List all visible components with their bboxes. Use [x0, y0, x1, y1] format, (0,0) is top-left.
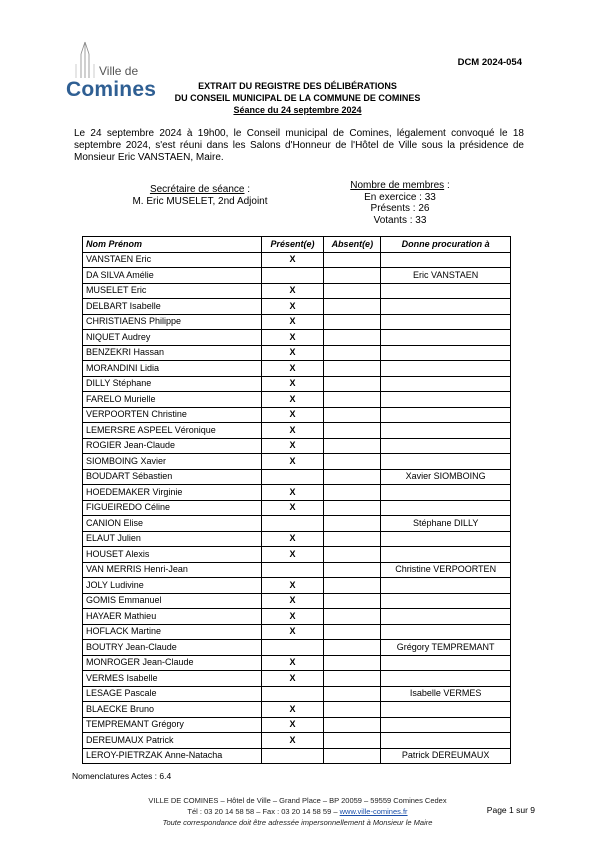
present-mark: X	[261, 423, 324, 439]
present-mark	[261, 748, 324, 764]
absent-mark	[324, 345, 381, 361]
proxy-name: Patrick DEREUMAUX	[381, 748, 511, 764]
table-row	[83, 268, 511, 284]
proxy-name	[381, 314, 511, 330]
table-row	[83, 454, 511, 470]
present-mark: X	[261, 252, 324, 268]
proxy-name	[381, 423, 511, 439]
proxy-name: Stéphane DILLY	[381, 516, 511, 532]
present-mark: X	[261, 655, 324, 671]
present-mark: X	[261, 438, 324, 454]
session-date: Séance du 24 septembre 2024	[233, 105, 362, 115]
table-row	[83, 686, 511, 702]
header-proxy: Donne procuration à	[381, 237, 511, 253]
absent-mark	[324, 438, 381, 454]
table-row	[83, 531, 511, 547]
absent-mark	[324, 500, 381, 516]
absent-mark	[324, 531, 381, 547]
table-row	[83, 655, 511, 671]
absent-mark	[324, 624, 381, 640]
table-row	[83, 438, 511, 454]
table-row	[83, 640, 511, 656]
proxy-name	[381, 330, 511, 346]
proxy-name	[381, 671, 511, 687]
member-name: CHRISTIAENS Philippe	[83, 314, 262, 330]
absent-mark	[324, 640, 381, 656]
present-mark: X	[261, 609, 324, 625]
table-row	[83, 547, 511, 563]
member-name: LESAGE Pascale	[83, 686, 262, 702]
member-name: MUSELET Eric	[83, 283, 262, 299]
absent-mark	[324, 578, 381, 594]
member-name: HOFLACK Martine	[83, 624, 262, 640]
present-mark: X	[261, 485, 324, 501]
absent-mark	[324, 547, 381, 563]
proxy-name	[381, 438, 511, 454]
table-row	[83, 500, 511, 516]
proxy-name	[381, 392, 511, 408]
header-absent: Absent(e)	[324, 237, 381, 253]
member-name: LEROY-PIETRZAK Anne-Natacha	[83, 748, 262, 764]
proxy-name: Eric VANSTAEN	[381, 268, 511, 284]
table-row	[83, 593, 511, 609]
table-row	[83, 423, 511, 439]
present-mark: X	[261, 531, 324, 547]
table-row	[83, 733, 511, 749]
member-name: DILLY Stéphane	[83, 376, 262, 392]
members-presents: Présents : 26	[370, 203, 430, 214]
members-label: Nombre de membres	[350, 180, 445, 191]
document-header	[0, 80, 595, 116]
proxy-name	[381, 500, 511, 516]
absent-mark	[324, 485, 381, 501]
absent-mark	[324, 516, 381, 532]
proxy-name	[381, 252, 511, 268]
proxy-name	[381, 485, 511, 501]
present-mark: X	[261, 702, 324, 718]
present-mark: X	[261, 624, 324, 640]
absent-mark	[324, 733, 381, 749]
table-row	[83, 624, 511, 640]
present-mark: X	[261, 314, 324, 330]
header-present: Présent(e)	[261, 237, 324, 253]
proxy-name	[381, 531, 511, 547]
absent-mark	[324, 314, 381, 330]
table-row	[83, 469, 511, 485]
proxy-name	[381, 407, 511, 423]
absent-mark	[324, 376, 381, 392]
table-row	[83, 485, 511, 501]
proxy-name	[381, 578, 511, 594]
table-row	[83, 299, 511, 315]
member-name: VERPOORTEN Christine	[83, 407, 262, 423]
absent-mark	[324, 748, 381, 764]
absent-mark	[324, 671, 381, 687]
present-mark: X	[261, 299, 324, 315]
secretary-label-suffix: :	[244, 184, 251, 195]
member-name: VANSTAEN Eric	[83, 252, 262, 268]
member-name: VAN MERRIS Henri-Jean	[83, 562, 262, 578]
absent-mark	[324, 252, 381, 268]
table-row	[83, 252, 511, 268]
member-name: ROGIER Jean-Claude	[83, 438, 262, 454]
present-mark	[261, 268, 324, 284]
table-row	[83, 702, 511, 718]
table-row	[83, 330, 511, 346]
absent-mark	[324, 330, 381, 346]
proxy-name	[381, 299, 511, 315]
table-row	[83, 345, 511, 361]
proxy-name	[381, 283, 511, 299]
present-mark	[261, 562, 324, 578]
footer-notice: Toute correspondance doit être adressée impersonnellement à Monsieur le Maire	[162, 818, 433, 827]
absent-mark	[324, 407, 381, 423]
nomenclature: Nomenclatures Actes : 6.4	[72, 771, 172, 781]
member-name: GOMIS Emmanuel	[83, 593, 262, 609]
absent-mark	[324, 392, 381, 408]
proxy-name	[381, 376, 511, 392]
member-name: VERMES Isabelle	[83, 671, 262, 687]
proxy-name	[381, 593, 511, 609]
deliberation-reference: DCM 2024-054	[457, 57, 522, 68]
present-mark: X	[261, 733, 324, 749]
member-name: DA SILVA Amélie	[83, 268, 262, 284]
table-row	[83, 361, 511, 377]
page-number: Page 1 sur 9	[486, 805, 535, 815]
header-line-2: DU CONSEIL MUNICIPAL DE LA COMMUNE DE COMINES	[174, 93, 421, 103]
table-row	[83, 717, 511, 733]
members-block	[320, 180, 480, 226]
member-name: MORANDINI Lidia	[83, 361, 262, 377]
present-mark	[261, 469, 324, 485]
member-name: DELBART Isabelle	[83, 299, 262, 315]
members-exercice: En exercice : 33	[364, 191, 436, 203]
proxy-name: Isabelle VERMES	[381, 686, 511, 702]
proxy-name	[381, 454, 511, 470]
present-mark: X	[261, 345, 324, 361]
present-mark: X	[261, 671, 324, 687]
absent-mark	[324, 469, 381, 485]
table-row	[83, 283, 511, 299]
proxy-name	[381, 547, 511, 563]
proxy-name	[381, 609, 511, 625]
footer-contact: Tél : 03 20 14 58 58 – Fax : 03 20 14 58 59 –	[187, 807, 340, 816]
absent-mark	[324, 702, 381, 718]
member-name: BLAECKE Bruno	[83, 702, 262, 718]
absent-mark	[324, 562, 381, 578]
logo-comines-text: Comines	[66, 78, 157, 101]
member-name: SIOMBOING Xavier	[83, 454, 262, 470]
member-name: HOEDEMAKER Virginie	[83, 485, 262, 501]
table-row	[83, 407, 511, 423]
website-link[interactable]: www.ville-comines.fr	[339, 807, 408, 816]
absent-mark	[324, 268, 381, 284]
proxy-name	[381, 345, 511, 361]
present-mark: X	[261, 593, 324, 609]
table-row	[83, 314, 511, 330]
absent-mark	[324, 454, 381, 470]
member-name: ELAUT Julien	[83, 531, 262, 547]
footer-address: VILLE DE COMINES – Hôtel de Ville – Grand Place – BP 20059 – 59559 Comines Cedex	[148, 796, 447, 805]
proxy-name	[381, 702, 511, 718]
member-name: HAYAER Mathieu	[83, 609, 262, 625]
proxy-name: Grégory TEMPREMANT	[381, 640, 511, 656]
logo-ville-text: Ville de	[99, 64, 139, 78]
proxy-name: Xavier SIOMBOING	[381, 469, 511, 485]
table-row	[83, 578, 511, 594]
member-name: FARELO Murielle	[83, 392, 262, 408]
table-row	[83, 376, 511, 392]
absent-mark	[324, 686, 381, 702]
member-name: HOUSET Alexis	[83, 547, 262, 563]
member-name: NIQUET Audrey	[83, 330, 262, 346]
header-name: Nom Prénom	[83, 237, 262, 253]
proxy-name	[381, 717, 511, 733]
member-name: TEMPREMANT Grégory	[83, 717, 262, 733]
members-label-suffix: :	[444, 180, 450, 191]
absent-mark	[324, 717, 381, 733]
table-row	[83, 392, 511, 408]
present-mark	[261, 686, 324, 702]
present-mark: X	[261, 500, 324, 516]
proxy-name	[381, 361, 511, 377]
present-mark: X	[261, 361, 324, 377]
proxy-name: Christine VERPOORTEN	[381, 562, 511, 578]
table-header-row	[83, 237, 511, 253]
present-mark: X	[261, 717, 324, 733]
proxy-name	[381, 624, 511, 640]
absent-mark	[324, 361, 381, 377]
member-name: CANION Elise	[83, 516, 262, 532]
member-name: BOUDART Sébastien	[83, 469, 262, 485]
absent-mark	[324, 593, 381, 609]
secretary-block	[70, 184, 330, 207]
member-name: BENZEKRI Hassan	[83, 345, 262, 361]
proxy-name	[381, 733, 511, 749]
present-mark: X	[261, 454, 324, 470]
member-name: MONROGER Jean-Claude	[83, 655, 262, 671]
table-row	[83, 609, 511, 625]
proxy-name	[381, 655, 511, 671]
intro-paragraph: Le 24 septembre 2024 à 19h00, le Conseil municipal de Comines, légalement convoqué le 18 septembre 2024, s'est réuni dans les Salons d'Honneur de l'Hôtel de Ville sous la présidence de Monsieur Eric VANSTAEN, Maire.	[74, 128, 524, 163]
header-line-1: EXTRAIT DU REGISTRE DES DÉLIBÉRATIONS	[198, 81, 397, 91]
present-mark	[261, 640, 324, 656]
members-votants: Votants : 33	[373, 214, 427, 226]
member-name: LEMERSRE ASPEEL Véronique	[83, 423, 262, 439]
absent-mark	[324, 609, 381, 625]
table-row	[83, 748, 511, 764]
secretary-name: M. Eric MUSELET, 2nd Adjoint	[132, 195, 268, 207]
absent-mark	[324, 423, 381, 439]
present-mark: X	[261, 578, 324, 594]
absent-mark	[324, 283, 381, 299]
present-mark: X	[261, 330, 324, 346]
table-row	[83, 562, 511, 578]
present-mark: X	[261, 283, 324, 299]
absent-mark	[324, 655, 381, 671]
table-row	[83, 516, 511, 532]
present-mark: X	[261, 407, 324, 423]
attendance-table	[82, 236, 511, 764]
table-row	[83, 671, 511, 687]
member-name: BOUTRY Jean-Claude	[83, 640, 262, 656]
absent-mark	[324, 299, 381, 315]
secretary-label: Secrétaire de séance	[149, 184, 245, 195]
member-name: JOLY Ludivine	[83, 578, 262, 594]
member-name: FIGUEIREDO Céline	[83, 500, 262, 516]
present-mark: X	[261, 392, 324, 408]
present-mark	[261, 516, 324, 532]
member-name: DEREUMAUX Patrick	[83, 733, 262, 749]
present-mark: X	[261, 376, 324, 392]
present-mark: X	[261, 547, 324, 563]
